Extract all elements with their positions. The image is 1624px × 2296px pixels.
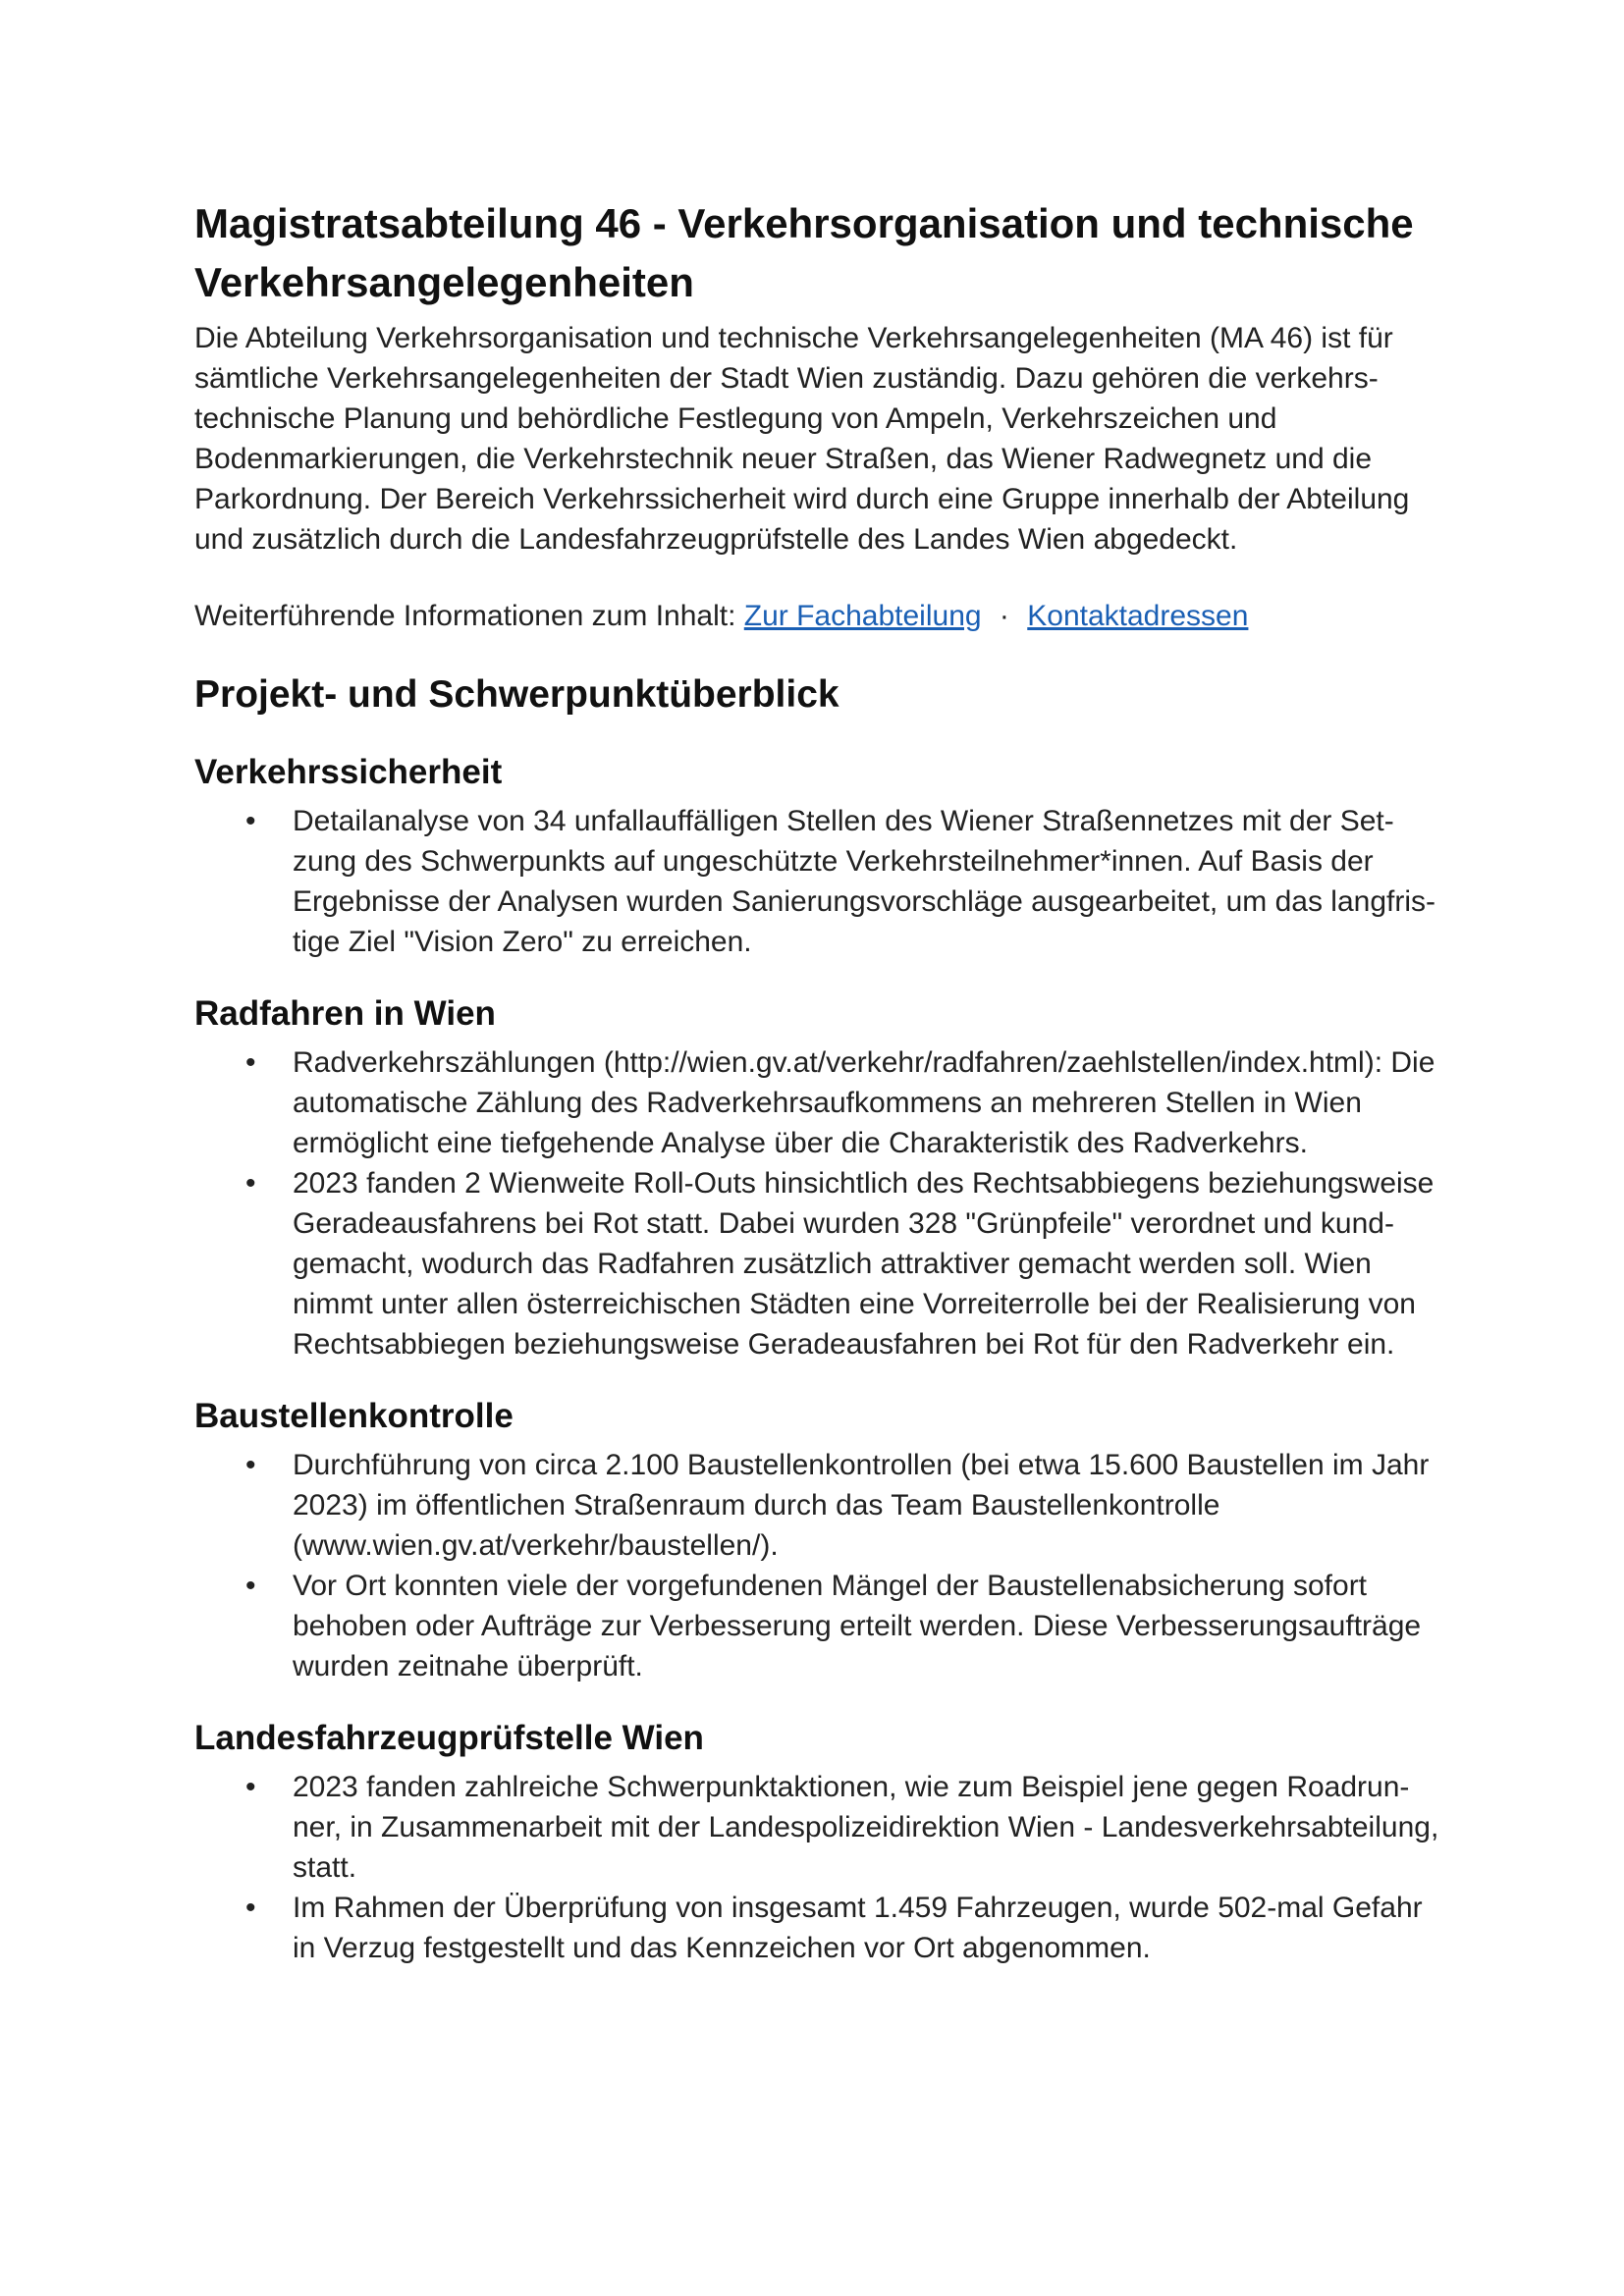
list-item	[194, 1566, 1441, 1686]
bullet-icon: •	[245, 805, 256, 837]
list-item	[194, 1445, 1441, 1566]
bullet-icon: •	[245, 1892, 256, 1924]
overview-heading: Projekt- und Schwerpunktüberblick	[194, 673, 839, 716]
intro-paragraph: Die Abteilung Verkehrsorganisation und technische Verkehrsangelegenheiten (MA 46) ist für sämtliche Verkehrsangelegenheiten der Stadt Wien zuständig. Dazu gehören die verkehrstechnische Planung und behördliche Festlegung von Ampeln, Verkehrszeichen und Bodenmarkierungen, die Verkehrstechnik neuer Straßen, das Wiener Radwegnetz und die Parkordnung. Der Bereich Verkehrssicherheit wird durch eine Gruppe innerhalb der Abteilung und zusätzlich durch die Landesfahrzeugprüfstelle des Landes Wien abgedeckt.	[194, 322, 1410, 556]
page-title: Magistratsabteilung 46 - Verkehrsorganisation und technische Verkehrsangelegenheiten	[194, 200, 1414, 305]
list-item-text: 2023 fanden 2 Wienweite Roll-Outs hinsichtlich des Rechtsabbiegens beziehungsweise Geradeausfahrens bei Rot statt. Dabei wurden 328 "Grünpfeile" verordnet und kundgemacht, wodurch das Radfahren zusätzlich attraktiver gemacht werden soll. Wien nimmt unter allen österreichischen Städten eine Vorreiterrolle bei der Realisierung von Rechtsabbiegen beziehungsweise Geradeausfahren bei Rot für den Radverkehr ein.	[293, 1167, 1435, 1361]
list-item	[194, 1042, 1441, 1163]
bullet-list	[194, 801, 1441, 962]
section-radfahren	[194, 991, 1441, 1364]
list-item	[194, 801, 1441, 962]
list-item	[194, 1163, 1441, 1364]
bullet-icon: •	[245, 1771, 256, 1803]
bullet-icon: •	[245, 1570, 256, 1602]
section-heading: Landesfahrzeugprüfstelle Wien	[194, 1719, 704, 1757]
list-item	[194, 1767, 1441, 1888]
document-page	[194, 194, 1441, 1968]
link-separator: ·	[999, 600, 1009, 632]
link-kontaktadressen[interactable]: Kontaktadressen	[1027, 600, 1249, 632]
list-item-text: Detailanalyse von 34 unfallauffälligen Stellen des Wiener Straßennetzes mit der Setzung des Schwerpunkts auf ungeschützte Verkehrsteilnehmer*innen. Auf Basis der Ergebnisse der Analysen wurden Sanierungsvorschläge ausgearbeitet, um das langfristige Ziel "Vision Zero" zu erreichen.	[293, 805, 1436, 958]
link-fachabteilung[interactable]: Zur Fachabteilung	[743, 600, 982, 632]
bullet-icon: •	[245, 1449, 256, 1481]
section-heading: Radfahren in Wien	[194, 994, 496, 1033]
list-item	[194, 1888, 1441, 1968]
list-item-text: Radverkehrszählungen (http://wien.gv.at/verkehr/radfahren/zaehlstellen/index.html): Die automatische Zählung des Radverkehrsaufkommens an mehreren Stellen in Wien ermöglicht eine tiefgehende Analyse über die Charakteristik des Radverkehrs.	[293, 1046, 1435, 1159]
more-info-line	[194, 596, 1441, 636]
list-item-text: Durchführung von circa 2.100 Baustellenkontrollen (bei etwa 15.600 Baustellen im Jahr 2023) im öffentlichen Straßenraum durch das Team Baustellenkontrolle (www.wien.gv.at/verkehr/baustellen/).	[293, 1449, 1430, 1562]
list-item-text: Vor Ort konnten viele der vorgefundenen Mängel der Baustellenabsicherung sofort behoben oder Aufträge zur Verbesserung erteilt werden. Diese Verbesserungsaufträge wurden zeitnahe überprüft.	[293, 1570, 1422, 1682]
bullet-icon: •	[245, 1046, 256, 1079]
section-heading: Verkehrssicherheit	[194, 753, 503, 791]
list-item-text: 2023 fanden zahlreiche Schwerpunktaktionen, wie zum Beispiel jene gegen Roadrunner, in Zusammenarbeit mit der Landespolizeidirektion Wien - Landesverkehrsabteilung, statt.	[293, 1771, 1439, 1884]
section-landesfahrzeugpruefstelle	[194, 1716, 1441, 1968]
bullet-list	[194, 1042, 1441, 1364]
bullet-icon: •	[245, 1167, 256, 1200]
section-baustellenkontrolle	[194, 1394, 1441, 1686]
list-item-text: Im Rahmen der Überprüfung von insgesamt 1.459 Fahrzeugen, wurde 502-mal Gefahr in Verzug festgestellt und das Kennzeichen vor Ort abgenommen.	[293, 1892, 1423, 1964]
bullet-list	[194, 1767, 1441, 1968]
section-verkehrssicherheit	[194, 750, 1441, 962]
bullet-list	[194, 1445, 1441, 1686]
section-heading: Baustellenkontrolle	[194, 1397, 514, 1435]
more-info-label: Weiterführende Informationen zum Inhalt:	[194, 600, 736, 632]
